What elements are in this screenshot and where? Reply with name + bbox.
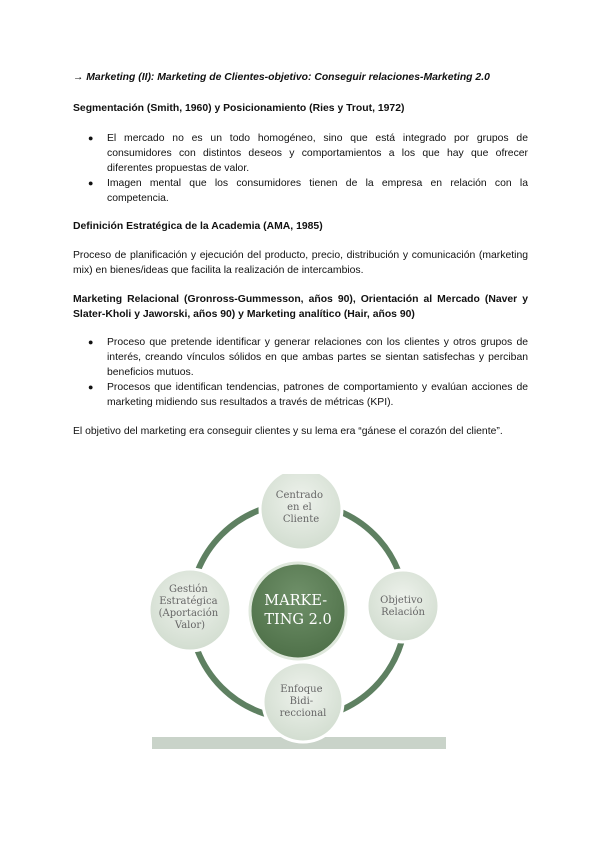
page-title: → Marketing (II): Marketing de Clientes-objetivo: Conseguir relaciones-Marketing 2.0: [73, 72, 490, 83]
list-item-text: Proceso que pretende identificar y generar relaciones con los clientes y otros grupos de interés, creando vínculos sólidos en que ambas partes se sientan satisfechas y perciban beneficios mutuos.: [107, 337, 528, 378]
center-label: MARKE- TING 2.0: [264, 593, 332, 628]
list-item-text: Imagen mental que los consumidores tienen de la empresa en relación con la competencia.: [107, 178, 528, 204]
marketing-2-0-diagram: [148, 474, 448, 750]
bullet-icon: ●: [88, 133, 94, 143]
closing-paragraph: El objetivo del marketing era conseguir clientes y su lema era “gánese el corazón del cliente”.: [73, 426, 503, 437]
diagram-svg: [148, 474, 448, 750]
bullet-list-segmentacion: [73, 131, 528, 206]
section-heading-ama: Definición Estratégica de la Academia (AMA, 1985): [73, 221, 323, 232]
list-item: [73, 176, 528, 206]
section-heading-segmentacion: Segmentación (Smith, 1960) y Posicionamiento (Ries y Trout, 1972): [73, 103, 405, 114]
list-item-text: Procesos que identifican tendencias, patrones de comportamiento y evalúan acciones de marketing midiendo sus resultados a través de métricas (KPI).: [107, 382, 528, 408]
bullet-icon: ●: [88, 178, 94, 188]
left-node-label: Gestión Estratégica (Aportación Valor): [158, 584, 219, 631]
section-body-ama: Proceso de planificación y ejecución del producto, precio, distribución y comunicación (marketing mix) en bienes/ideas que facilita la realización de intercambios.: [73, 250, 528, 276]
top-node-label: Centrado en el Cliente: [275, 490, 324, 525]
center-node: [250, 563, 346, 659]
list-item-text: El mercado no es un todo homogéneo, sino que está integrado por grupos de consumidores con distintos deseos y comportamientos a los que hay que ofrecer diferentes propuestas de valor.: [107, 133, 528, 174]
list-item: [73, 131, 528, 176]
bottom-node-label: Enfoque Bidi- reccional: [279, 684, 327, 719]
bullet-icon: ●: [88, 337, 94, 347]
list-item: [73, 380, 528, 410]
bullet-icon: ●: [88, 382, 94, 392]
section-heading-relacional: Marketing Relacional (Gronross-Gummesson, años 90), Orientación al Mercado (Naver y Slater-Kholi y Jaworski, años 90) y Marketing analítico (Hair, años 90): [73, 294, 528, 320]
bullet-list-relacional: [73, 335, 528, 410]
list-item: [73, 335, 528, 380]
right-node: [367, 570, 439, 642]
right-node-label: Objetivo Relación: [380, 595, 425, 618]
